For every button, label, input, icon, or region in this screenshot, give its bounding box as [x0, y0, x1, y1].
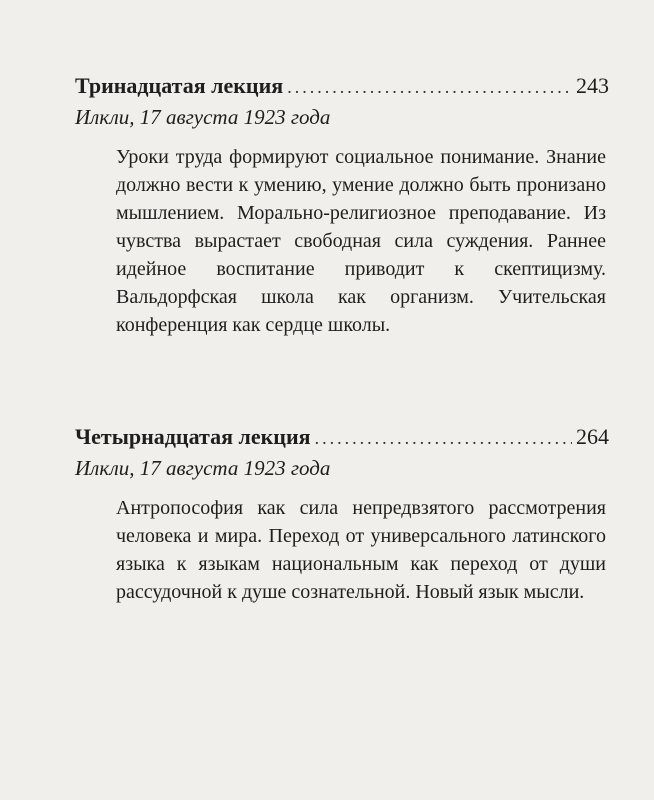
lecture-date: Илкли, 17 августа 1923 года — [75, 105, 331, 129]
bleed-through-text — [70, 700, 75, 725]
lecture-summary: Уроки труда формируют социальное понимание. Знание должно вести к умению, умение должно быть пронизано мышлением. Морально-религиозное преподавание. Из чувства вырастает свободная сила суждения. Раннее идейное воспитание приводит к скептицизму. Вальдорфская школа как организм. Учительская конференция как сердце школы. — [116, 146, 606, 336]
page-number: 264 — [576, 424, 609, 449]
page-number: 243 — [576, 73, 609, 98]
toc-heading — [75, 72, 609, 101]
toc-entry — [75, 72, 609, 339]
toc-entry — [75, 423, 609, 606]
lecture-summary: Антропософия как сила непредвзятого рассмотрения человека и мира. Переход от универсального латинского языка к языкам национальным как переход от души рассудочной к душе сознательной. Новый язык мысли. — [116, 497, 606, 603]
leader-dots — [315, 424, 572, 452]
leader-dots — [287, 73, 572, 101]
toc-heading — [75, 423, 609, 452]
lecture-title: Четырнадцатая лекция — [75, 424, 311, 449]
lecture-title: Тринадцатая лекция — [75, 73, 284, 98]
lecture-date: Илкли, 17 августа 1923 года — [75, 456, 331, 480]
bleed-through-text — [70, 373, 75, 398]
